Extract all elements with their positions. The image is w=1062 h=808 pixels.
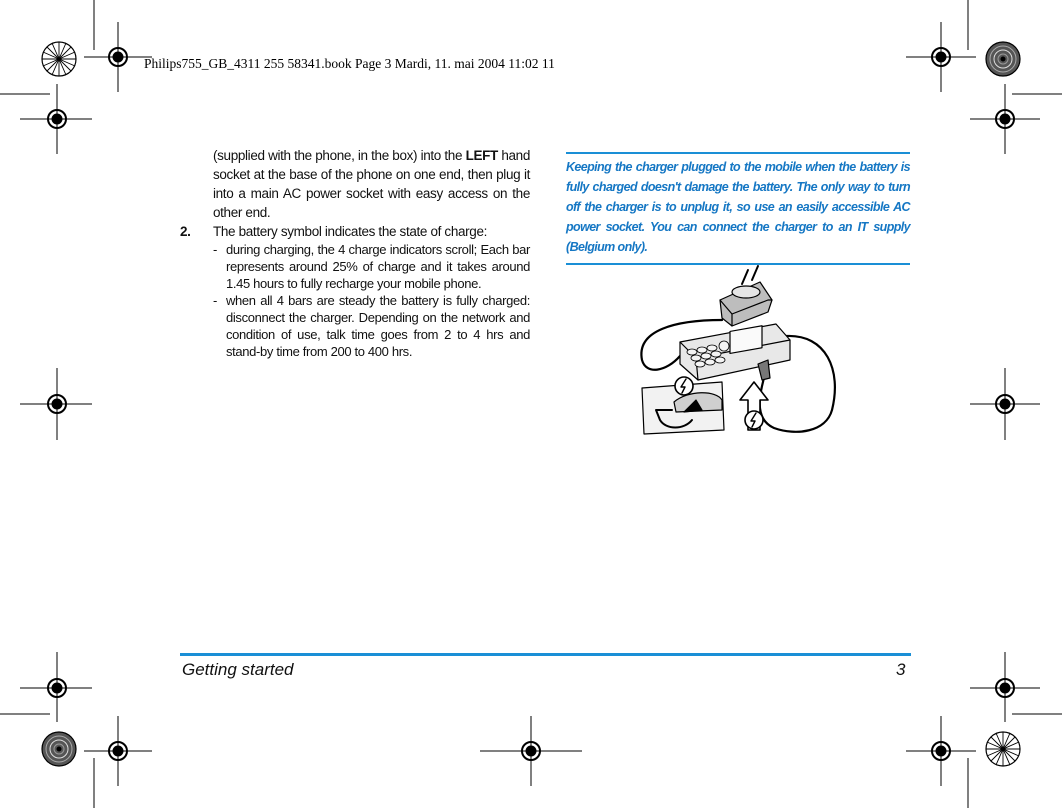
footer-rule xyxy=(180,653,911,656)
item-number: 2. xyxy=(180,224,191,239)
crosshair-mark-bottom-center xyxy=(480,716,582,786)
phone-body xyxy=(680,324,790,380)
footer-page-number: 3 xyxy=(896,660,906,679)
sub-item-text: during charging, the 4 charge indicators scroll; Each bar represents around 25% of charge and it takes around 1.45 hours to fully recharge your mobile phone. xyxy=(226,242,530,291)
intro-text-after: hand socket at the base of the phone on one end, then plug it into a main AC power socket with easy access on the other end. xyxy=(213,148,530,220)
crosshair-mark-right-middle xyxy=(970,368,1040,440)
crosshair-mark-left-middle xyxy=(20,368,92,440)
phone-connector xyxy=(758,360,770,380)
intro-bold-word: LEFT xyxy=(465,148,498,163)
item-text: The battery symbol indicates the state of charge: xyxy=(213,224,488,239)
charger-note-box xyxy=(566,152,910,265)
charging-bolt-icon xyxy=(675,377,693,395)
sub-list-item xyxy=(213,241,530,292)
charger-illustration xyxy=(636,260,842,442)
intro-text-before: (supplied with the phone, in the box) into the xyxy=(213,148,466,163)
list-dash: - xyxy=(213,242,217,257)
list-dash: - xyxy=(213,293,217,308)
concentric-mark-top-right xyxy=(986,42,1020,76)
intro-paragraph xyxy=(213,146,530,222)
starburst-mark-bottom-right xyxy=(986,732,1020,766)
charger-plug xyxy=(720,266,772,326)
note-text: Keeping the charger plugged to the mobile when the battery is fully charged doesn't damage the battery. The only way to turn off the charger is to unplug it, so use an easily accessible AC power socket. You can connect the charger to an IT supply (Belgium only). xyxy=(566,160,910,254)
crosshair-mark-top-right xyxy=(906,22,976,92)
instructions-column xyxy=(180,146,530,360)
concentric-mark-bottom-left xyxy=(42,732,76,766)
print-header: Philips755_GB_4311 255 58341.book Page 3 Mardi, 11. mai 2004 11:02 11 xyxy=(144,56,555,71)
starburst-mark-top-left xyxy=(42,42,76,76)
crosshair-mark-right-lower xyxy=(970,652,1040,722)
sub-item-text: when all 4 bars are steady the battery is fully charged: disconnect the charger. Depending on the network and condition of use, talk time goes from 2 to 4 hrs and stand-by time from 200 to 400 hrs. xyxy=(226,293,530,359)
sub-list-item xyxy=(213,292,530,360)
sub-list xyxy=(180,241,530,360)
crosshair-mark-bottom-right xyxy=(906,716,976,786)
charging-bolt-icon xyxy=(745,411,763,429)
numbered-item-2 xyxy=(180,222,530,241)
crosshair-mark-left-lower xyxy=(20,652,92,722)
footer-section-title: Getting started xyxy=(182,660,294,679)
